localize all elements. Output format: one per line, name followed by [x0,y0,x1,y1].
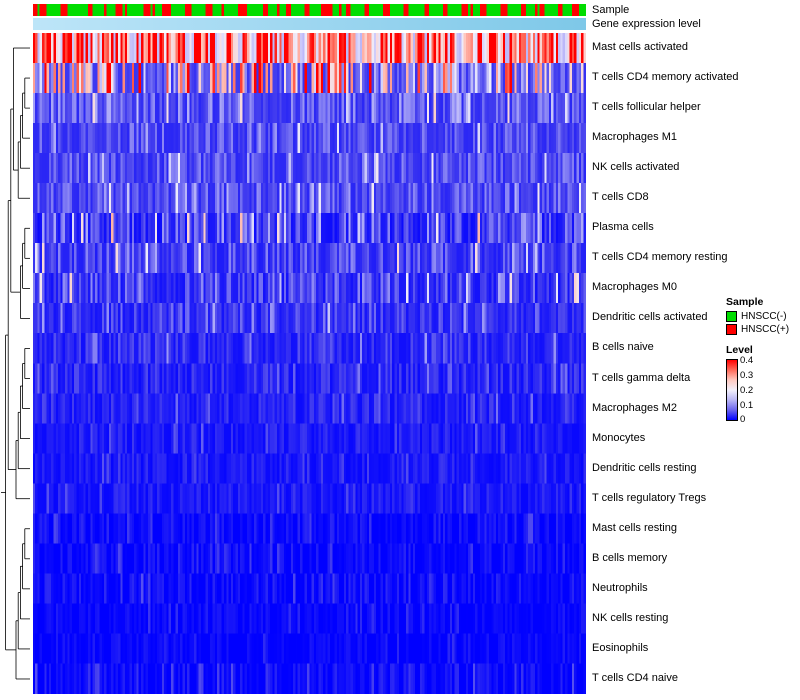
row-label: T cells follicular helper [592,101,701,114]
level-legend [726,344,800,425]
colorbar [726,359,738,421]
row-label: T cells CD4 memory resting [592,251,728,264]
row-label: NK cells resting [592,611,669,624]
row-dendrogram [0,33,33,694]
sample-annotation-label: Sample [592,4,630,16]
colorbar-tick-0: 0.4 [740,355,754,366]
colorbar-tick-1: 0.3 [740,370,754,381]
sample-annotation-track [33,4,586,16]
row-label: T cells regulatory Tregs [592,491,707,504]
colorbar-wrap [726,355,800,425]
colorbar-tick-3: 0.1 [740,400,754,411]
legend-swatch-hnscc-positive [726,324,737,335]
row-label: B cells naive [592,341,654,354]
expression-annotation-track [33,18,586,30]
colorbar-tick-4: 0 [740,414,746,425]
row-label: NK cells activated [592,161,680,174]
row-label: T cells gamma delta [592,371,691,384]
row-label: Macrophages M2 [592,401,677,414]
legend-item-hnscc-negative [726,311,800,322]
row-label: Mast cells resting [592,521,677,534]
row-label: Mast cells activated [592,41,688,54]
row-label: T cells CD4 naive [592,671,678,684]
row-label: Eosinophils [592,641,649,654]
sample-legend-title: Sample [726,296,764,308]
row-label: T cells CD8 [592,191,649,204]
heatmap-body [33,33,586,694]
row-label: Macrophages M1 [592,131,677,144]
level-legend-title: Level [726,344,753,356]
legend-panel [726,296,800,425]
legend-label-hnscc-negative: HNSCC(-) [741,311,787,322]
row-label: Neutrophils [592,581,648,594]
row-label: Dendritic cells activated [592,311,708,324]
row-label: T cells CD4 memory activated [592,71,739,84]
colorbar-tick-2: 0.2 [740,385,754,396]
row-label: Dendritic cells resting [592,461,697,474]
legend-label-hnscc-positive: HNSCC(+) [741,324,790,335]
legend-item-hnscc-positive [726,324,800,335]
legend-swatch-hnscc-negative [726,311,737,322]
expression-annotation-label: Gene expression level [592,18,701,30]
row-label: Plasma cells [592,221,654,234]
row-label: Monocytes [592,431,646,444]
row-label: Macrophages M0 [592,281,677,294]
row-label: B cells memory [592,551,668,564]
